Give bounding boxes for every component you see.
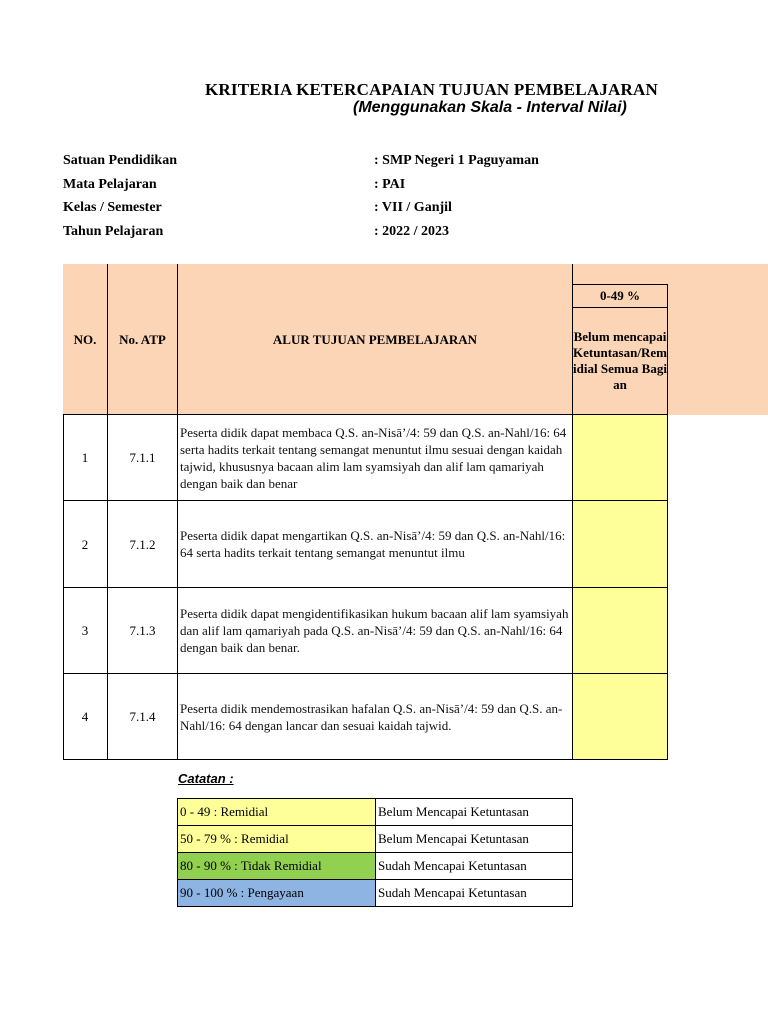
header-range: 0-49 % bbox=[599, 288, 641, 303]
header-atp: No. ATP bbox=[119, 331, 166, 347]
grid-line bbox=[63, 759, 668, 760]
notes-title: Catatan : bbox=[178, 771, 234, 786]
legend-range: 50 - 79 % : Remidial bbox=[177, 825, 376, 853]
info-value: : PAI bbox=[374, 177, 406, 192]
row-no: 3 bbox=[81, 623, 89, 638]
info-label: Mata Pelajaran bbox=[63, 177, 157, 192]
legend-desc: Sudah Mencapai Ketuntasan bbox=[375, 852, 573, 880]
row-atp: 7.1.4 bbox=[129, 709, 156, 724]
info-label: Tahun Pelajaran bbox=[63, 224, 164, 239]
row-objective: Peserta didik mendemostrasikan hafalan Q.S. an-Nisā’/4: 59 dan Q.S. an-Nahl/16: 64 dengan lancar dan sesuai kaidah tajwid. bbox=[180, 700, 563, 733]
row-atp: 7.1.3 bbox=[129, 623, 156, 638]
document-title: KRITERIA KETERCAPAIAN TUJUAN PEMBELAJARAN bbox=[205, 80, 658, 99]
header-no: NO. bbox=[73, 331, 97, 347]
header-range-desc: Belum mencapai Ketuntasan/Remidial Semua Bagian bbox=[573, 329, 667, 392]
info-value: : 2022 / 2023 bbox=[374, 224, 450, 239]
legend-desc: Belum Mencapai Ketuntasan bbox=[375, 798, 573, 826]
row-atp: 7.1.1 bbox=[129, 450, 156, 465]
info-label: Satuan Pendidikan bbox=[63, 153, 177, 168]
info-value: : SMP Negeri 1 Paguyaman bbox=[374, 153, 539, 168]
grid-line bbox=[667, 284, 668, 415]
legend-range: 80 - 90 % : Tidak Remidial bbox=[177, 852, 376, 880]
row-objective: Peserta didik dapat mengartikan Q.S. an-Nisā’/4: 59 dan Q.S. an-Nahl/16: 64 serta hadits terkait tentang semangat menuntut ilmu bbox=[180, 528, 566, 560]
info-value: : VII / Ganjil bbox=[374, 200, 452, 215]
row-objective: Peserta didik dapat mengidentifikasikan hukum bacaan alif lam syamsiyah dan alif lam qamariyah pada Q.S. an-Nisā’/4: 59 dan Q.S. an-Nahl/16: 64 dengan baik dan benar. bbox=[180, 606, 569, 655]
legend-range: 90 - 100 % : Pengayaan bbox=[177, 879, 376, 907]
row-no: 1 bbox=[81, 450, 89, 465]
row-atp: 7.1.2 bbox=[129, 536, 156, 552]
legend-range: 0 - 49 : Remidial bbox=[177, 798, 376, 826]
row-no: 2 bbox=[81, 536, 89, 552]
legend-desc: Sudah Mencapai Ketuntasan bbox=[375, 879, 573, 907]
row-no: 4 bbox=[81, 709, 89, 724]
row-objective: Peserta didik dapat membaca Q.S. an-Nisā’/4: 59 dan Q.S. an-Nahl/16: 64 serta hadits terkait tentang semangat menuntut ilmu sesuai dengan kaidah tajwid, khususnya bacaan alim lam syamsiyah dan alif lam qamariyah dengan baik dan benar bbox=[180, 424, 567, 491]
header-alur: ALUR TUJUAN PEMBELAJARAN bbox=[272, 331, 478, 347]
legend-desc: Belum Mencapai Ketuntasan bbox=[375, 825, 573, 853]
info-label: Kelas / Semester bbox=[63, 200, 162, 215]
document-subtitle: (Menggunakan Skala - Interval Nilai) bbox=[353, 99, 627, 116]
